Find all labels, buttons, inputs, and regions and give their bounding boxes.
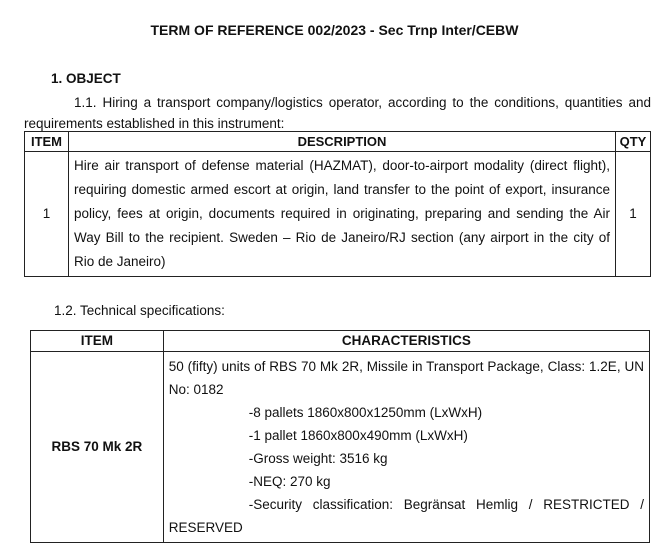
section-specs-heading: 1.2. Technical specifications:	[54, 303, 225, 318]
security-classification: -Security classification: Begränsat Hemlig / RESTRICTED / RESERVED	[168, 497, 644, 535]
spec-line: -Gross weight: 3516 kg	[248, 451, 388, 466]
section-object-paragraph	[24, 92, 651, 134]
header-characteristics: CHARACTERISTICS	[163, 331, 649, 352]
document-title: TERM OF REFERENCE 002/2023 - Sec Trnp Inter/CEBW	[150, 22, 519, 38]
description-table	[24, 131, 651, 277]
header-item: ITEM	[25, 132, 69, 152]
table-row	[31, 352, 650, 543]
specifications-table	[30, 330, 650, 543]
section-object-heading: 1. OBJECT	[51, 71, 121, 86]
section-object-text: 1.1. Hiring a transport company/logistics operator, according to the conditions, quantities and requirements established in this instrument:	[24, 95, 651, 131]
cell-qty: 1	[616, 152, 651, 277]
header-item: ITEM	[31, 331, 164, 352]
header-description: DESCRIPTION	[68, 132, 615, 152]
cell-item-name: RBS 70 Mk 2R	[31, 352, 164, 543]
characteristics-lead: 50 (fifty) units of RBS 70 Mk 2R, Missile in Transport Package, Class: 1.2E, UN No: 0182	[168, 359, 644, 397]
table-header-row	[31, 331, 650, 352]
spec-line: -NEQ: 270 kg	[248, 474, 331, 489]
table-header-row	[25, 132, 651, 152]
cell-characteristics	[163, 352, 649, 543]
cell-item: 1	[25, 152, 69, 277]
spec-line: -1 pallet 1860x800x490mm (LxWxH)	[248, 428, 468, 443]
header-qty: QTY	[616, 132, 651, 152]
table-row	[25, 152, 651, 277]
cell-description: Hire air transport of defense material (HAZMAT), door-to-airport modality (direct flight), requiring domestic armed escort at origin, land transfer to the point of export, insurance policy, fees at origin, documents required in originating, preparing and sending the Air Way Bill to the recipient. Sweden – Rio de Janeiro/RJ section (any airport in the city of Rio de Janeiro)	[68, 152, 615, 277]
spec-line: -8 pallets 1860x800x1250mm (LxWxH)	[248, 405, 483, 420]
